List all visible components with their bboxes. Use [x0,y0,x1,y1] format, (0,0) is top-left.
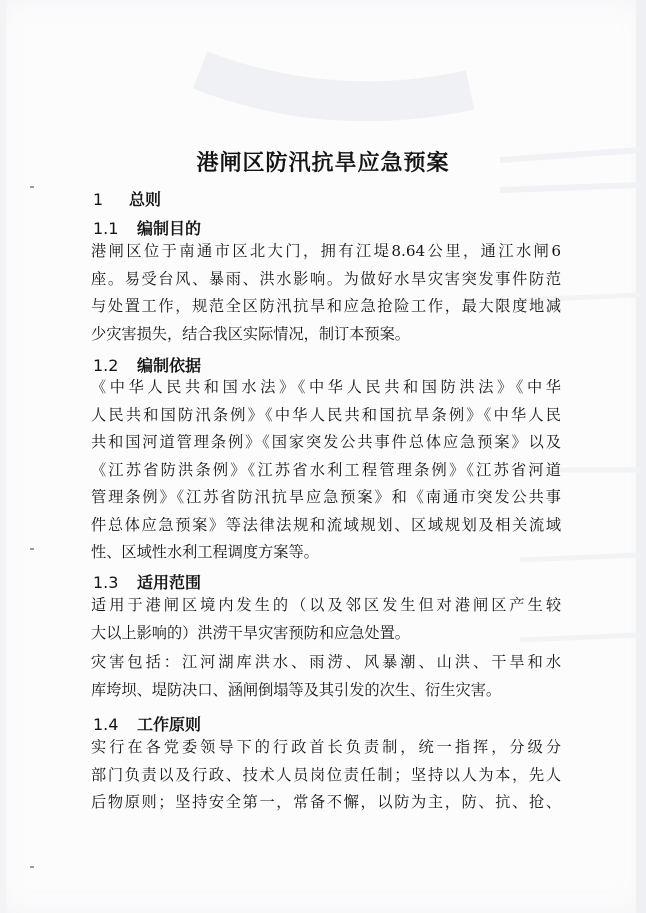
subsection-number: 1.2 [93,356,119,375]
text-line: 《中华人民共和国水法》《中华人民共和国防洪法》《中华 [91,378,561,396]
text-line: 部门负责以及行政、技术人员岗位责任制；坚持以人为本，先人 [91,765,561,784]
paragraph [91,734,561,817]
text-line: 座。易受台风、暴雨、洪水影响。为做好水旱灾害突发事件防范 [91,269,561,288]
text-line: 适用于港闸区境内发生的（以及邻区发生但对港闸区产生较 [91,596,561,614]
section-heading [93,187,161,210]
text-line: 港闸区位于南通市区北大门，拥有江堤8.64公里，通江水闸6 [91,242,561,260]
text-line: 实行在各党委领导下的行政首长负责制，统一指挥，分级分 [91,738,561,756]
text-line: 大以上影响的）洪涝干旱灾害预防和应急处置。 [91,623,410,642]
subsection-number: 1.3 [93,573,119,592]
document-title: 港闸区防汛抗旱应急预案 [196,151,450,176]
margin-mark [30,186,34,188]
subsection-title: 编制目的 [137,219,202,238]
text-line: 后物原则；坚持安全第一，常备不懈，以防为主，防、抗、抢、 [91,793,561,811]
paragraph [91,592,561,647]
text-line: 人民共和国防汛条例》《中华人民共和国抗旱条例》《中华人民 [91,405,561,424]
subsection-heading [93,570,201,593]
margin-mark [30,866,34,868]
paragraph [91,238,561,348]
text-line: 灾害包括：江河湖库洪水、雨涝、风暴潮、山洪、干旱和水 [91,653,561,671]
section-number: 1 [93,190,104,209]
paragraph [91,649,561,704]
text-line: 性、区域性水利工程调度方案等。 [91,543,319,561]
text-line: 件总体应急预案》等法律法规和流域规划、区域规划及相关流域 [91,515,561,534]
text-line: 库垮坝、堤防决口、涵闸倒塌等及其引发的次生、衍生灾害。 [91,680,502,699]
paragraph [91,374,561,567]
subsection-title: 适用范围 [137,573,202,592]
subsection-number: 1.4 [93,715,119,734]
text-line: 《江苏省防洪条例》《江苏省水利工程管理条例》《江苏省河道 [91,460,561,479]
subsection-number: 1.1 [93,219,119,238]
subsection-heading [93,216,201,239]
text-line: 共和国河道管理条例》《国家突发公共事件总体应急预案》以及 [91,433,561,451]
text-line: 管理条例》《江苏省防汛抗旱应急预案》和《南通市突发公共事 [91,488,561,506]
margin-mark [30,548,34,550]
subsection-heading [93,353,201,376]
text-line: 与处置工作，规范全区防汛抗旱和应急抢险工作，最大限度地减 [91,297,561,315]
section-title: 总则 [129,190,162,209]
subsection-title: 编制依据 [137,356,202,375]
subsection-heading [93,712,201,735]
subsection-title: 工作原则 [137,715,202,734]
text-line: 少灾害损失，结合我区实际情况，制订本预案。 [91,324,410,343]
